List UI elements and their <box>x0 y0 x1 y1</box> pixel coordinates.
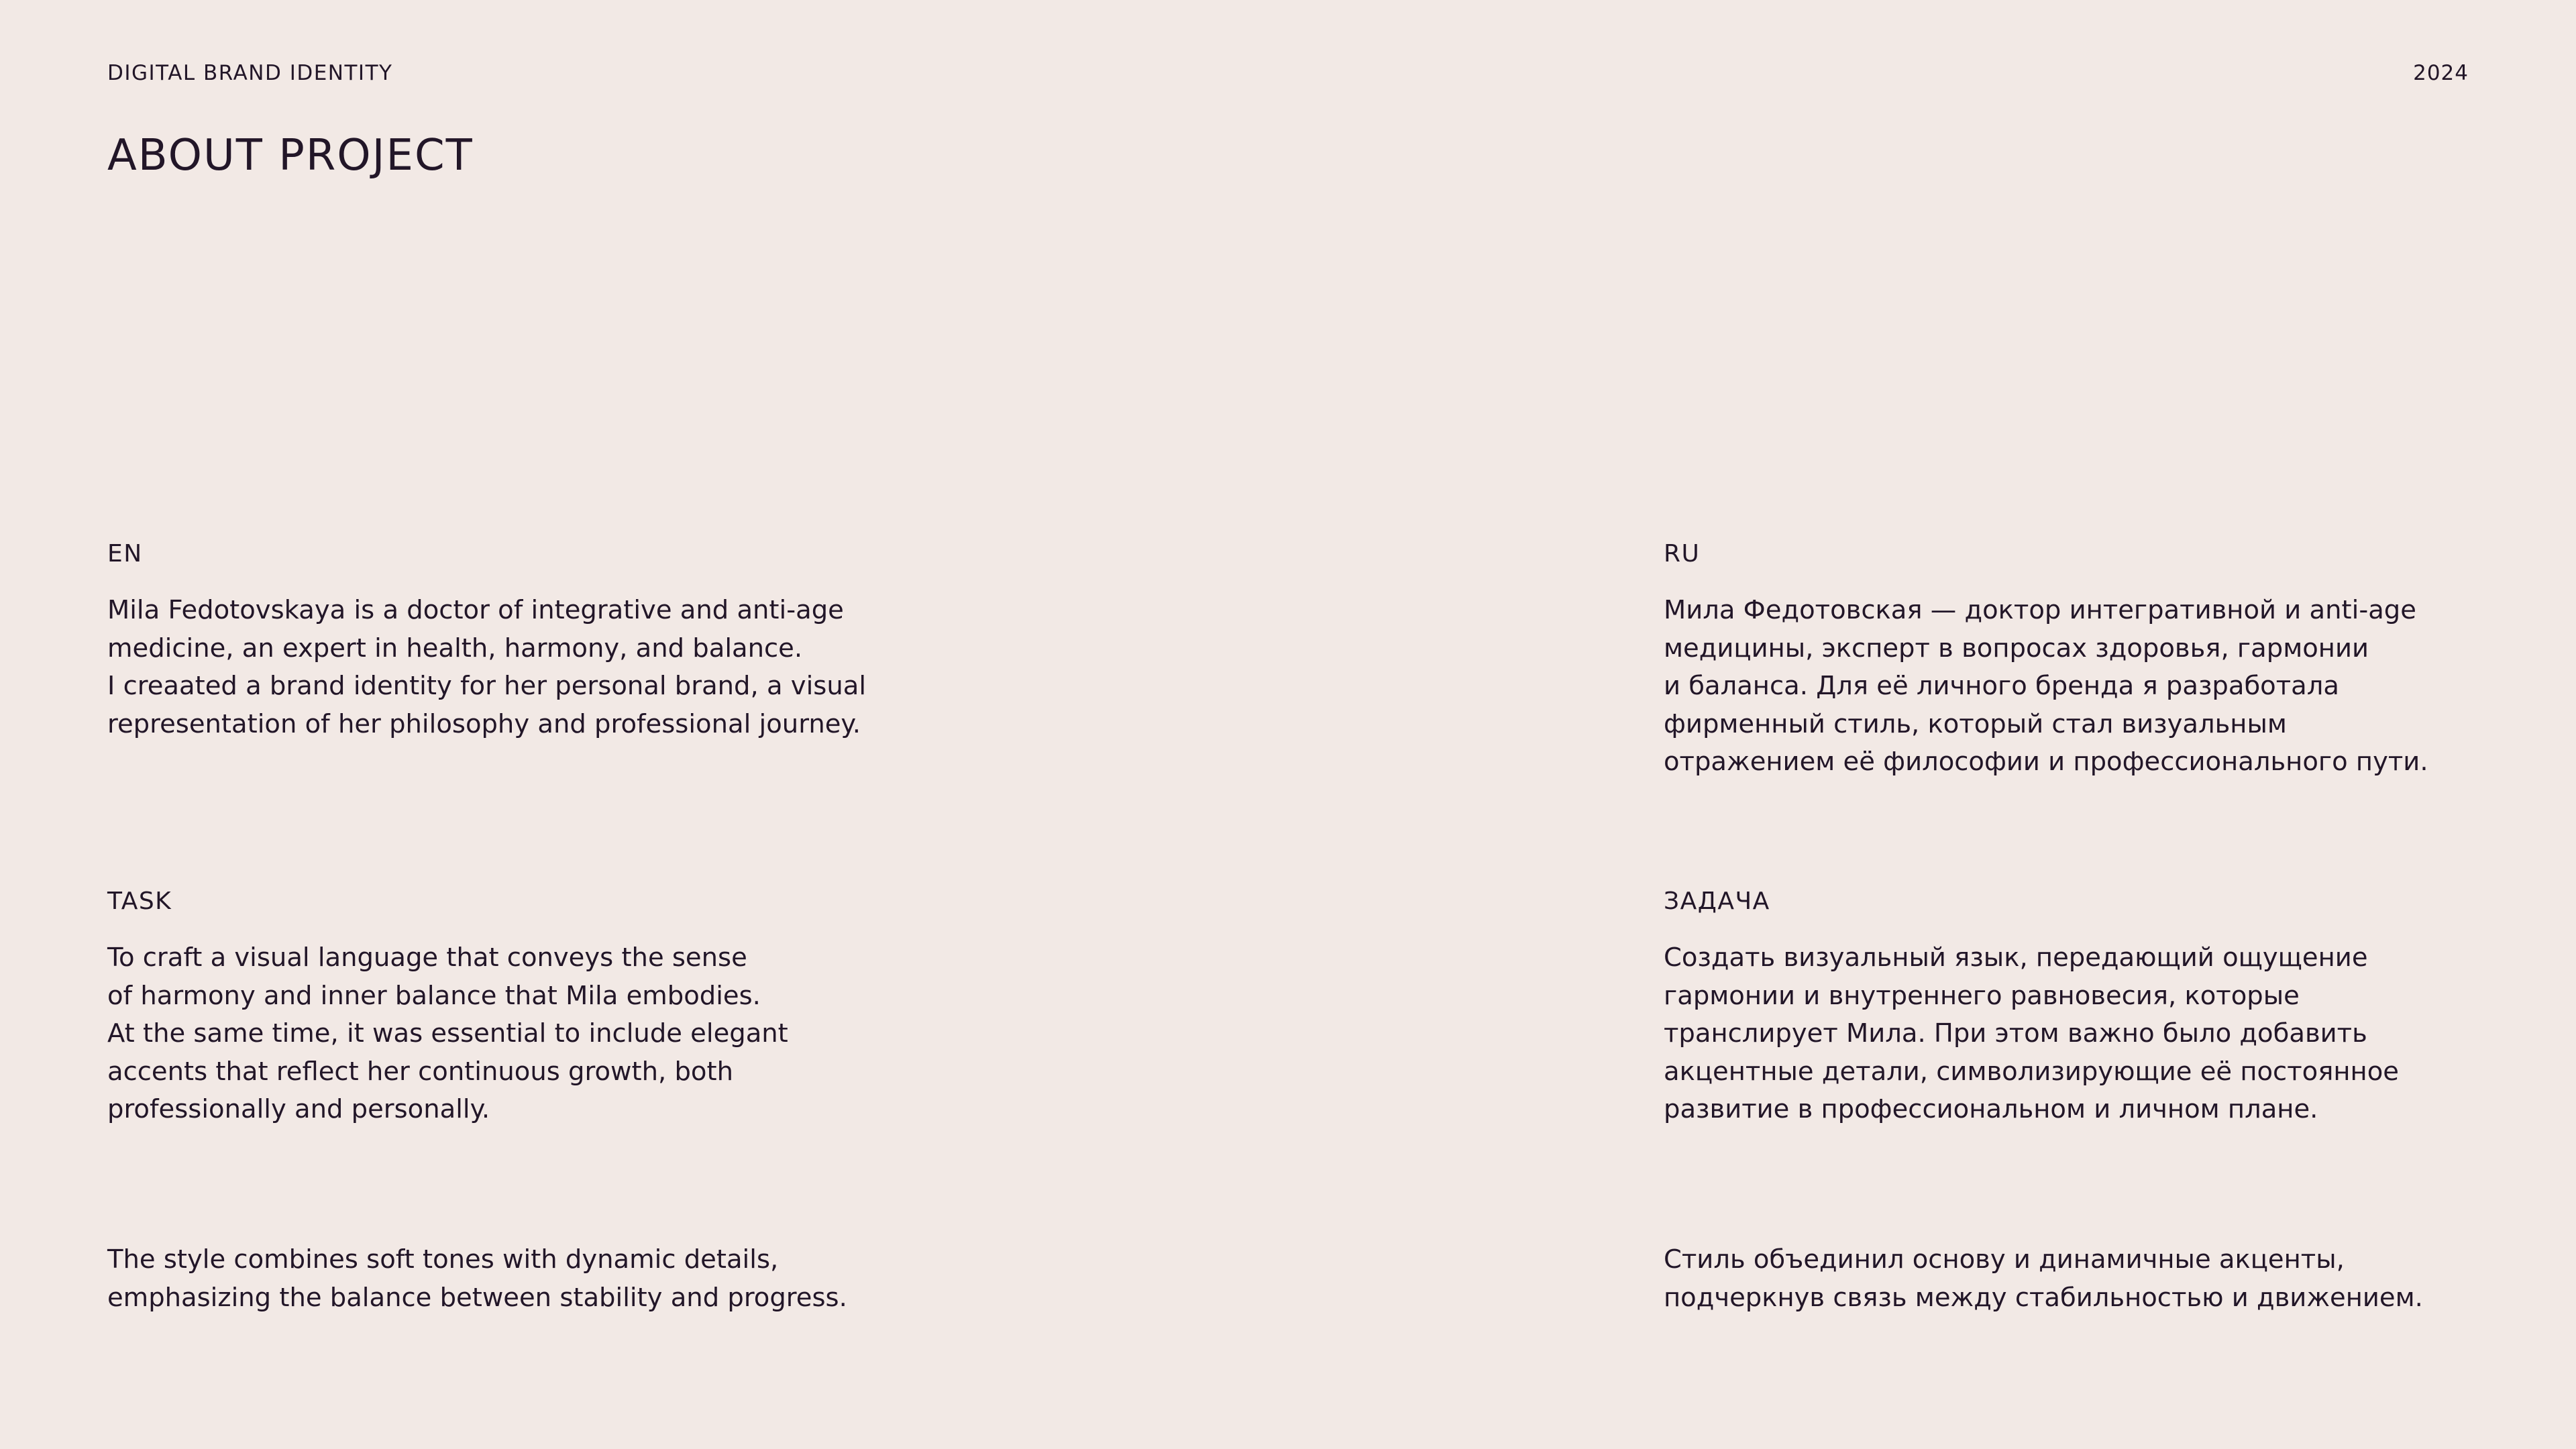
en-language-label: EN <box>107 540 143 568</box>
project-year: 2024 <box>2413 61 2469 85</box>
en-task-label: TASK <box>107 888 172 915</box>
ru-task-label: ЗАДАЧА <box>1664 888 1770 915</box>
en-intro-paragraph: Mila Fedotovskaya is a doctor of integrative and anti-age medicine, an expert in health, harmony, and balance. I creaated a brand identity for her personal brand, a visual representation of her philosophy and professional journey. <box>107 595 867 739</box>
en-style-paragraph: The style combines soft tones with dynamic details, emphasizing the balance between stability and progress. <box>107 1244 847 1313</box>
project-category-label: DIGITAL BRAND IDENTITY <box>107 61 393 85</box>
en-task-paragraph: To craft a visual language that conveys the sense of harmony and inner balance that Mila embodies. At the same time, it was essential to include elegant accents that reflect her continuous growth, both professionally and personally. <box>107 943 788 1124</box>
page-title: ABOUT PROJECT <box>107 131 474 180</box>
ru-task-paragraph: Создать визуальный язык, передающий ощущение гармонии и внутреннего равновесия, которые транслирует Мила. При этом важно было добавить акцентные детали, символизирующие её постоянное развитие в профессиональном и личном плане. <box>1664 943 2399 1124</box>
ru-language-label: RU <box>1664 540 1701 568</box>
ru-intro-paragraph: Мила Федотовская — доктор интегративной и anti-age медицины, эксперт в вопросах здоровья, гармонии и баланса. Для её личного бренда я разработала фирменный стиль, который стал визуальным отражением её философии и профессионального пути. <box>1664 595 2428 777</box>
ru-style-paragraph: Стиль объединил основу и динамичные акценты, подчеркнув связь между стабильностью и движением. <box>1664 1244 2423 1313</box>
